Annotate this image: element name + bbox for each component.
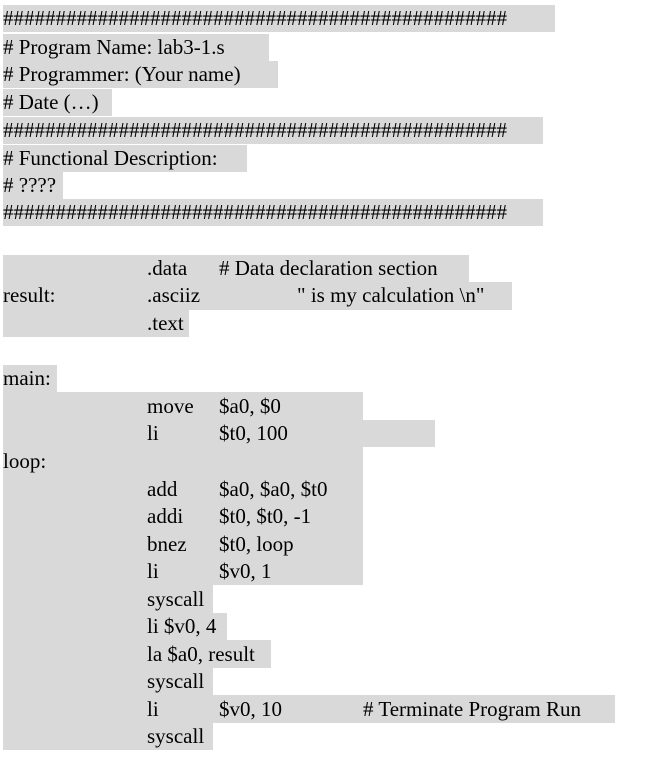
instruction-op: la $a0, result bbox=[147, 642, 255, 666]
instruction-args: $a0, $0 bbox=[219, 394, 281, 418]
instruction-args: $a0, $a0, $t0 bbox=[219, 477, 328, 501]
instruction-args: $t0, 100 bbox=[219, 421, 288, 445]
loop-label: loop: bbox=[3, 449, 47, 473]
instruction-op: move bbox=[147, 394, 194, 418]
description-value-line: # ???? bbox=[3, 172, 63, 199]
instruction-args: $v0, 10 bbox=[219, 697, 282, 721]
main-label: main: bbox=[3, 366, 51, 390]
header-rule-1: ################################################ bbox=[3, 5, 555, 32]
result-label: result: bbox=[3, 283, 56, 307]
instruction-op: li $v0, 4 bbox=[147, 614, 217, 638]
instruction-op: syscall bbox=[147, 587, 205, 611]
text-directive: .text bbox=[147, 311, 184, 335]
program-name-line: # Program Name: lab3-1.s bbox=[3, 34, 269, 61]
instruction-op: syscall bbox=[147, 669, 205, 693]
instruction-args: $t0, loop bbox=[219, 532, 294, 556]
asciiz-string: " is my calculation \n" bbox=[297, 283, 485, 307]
instruction-op: li bbox=[147, 559, 159, 583]
instruction-args: $t0, $t0, -1 bbox=[219, 504, 312, 528]
terminate-comment: # Terminate Program Run bbox=[363, 697, 582, 721]
date-line: # Date (…) bbox=[3, 89, 112, 116]
instruction-op: add bbox=[147, 477, 178, 501]
instruction-op: syscall bbox=[147, 724, 205, 748]
instruction-op: addi bbox=[147, 504, 184, 528]
header-rule-2: ################################################ bbox=[3, 117, 543, 144]
li-t0-line-highlight bbox=[147, 420, 435, 447]
programmer-line: # Programmer: (Your name) bbox=[3, 61, 278, 88]
data-comment: # Data declaration section bbox=[219, 256, 438, 280]
functional-description-line: # Functional Description: bbox=[3, 145, 247, 172]
instruction-op: li bbox=[147, 697, 159, 721]
loop-line-highlight bbox=[147, 447, 363, 475]
instruction-args: $v0, 1 bbox=[219, 559, 272, 583]
data-directive: .data bbox=[147, 256, 188, 280]
asciiz-directive: .asciiz bbox=[147, 283, 201, 307]
instruction-op: bnez bbox=[147, 532, 187, 556]
header-rule-3: ################################################ bbox=[3, 199, 543, 226]
instruction-op: li bbox=[147, 421, 159, 445]
label-column-highlight bbox=[3, 392, 147, 750]
